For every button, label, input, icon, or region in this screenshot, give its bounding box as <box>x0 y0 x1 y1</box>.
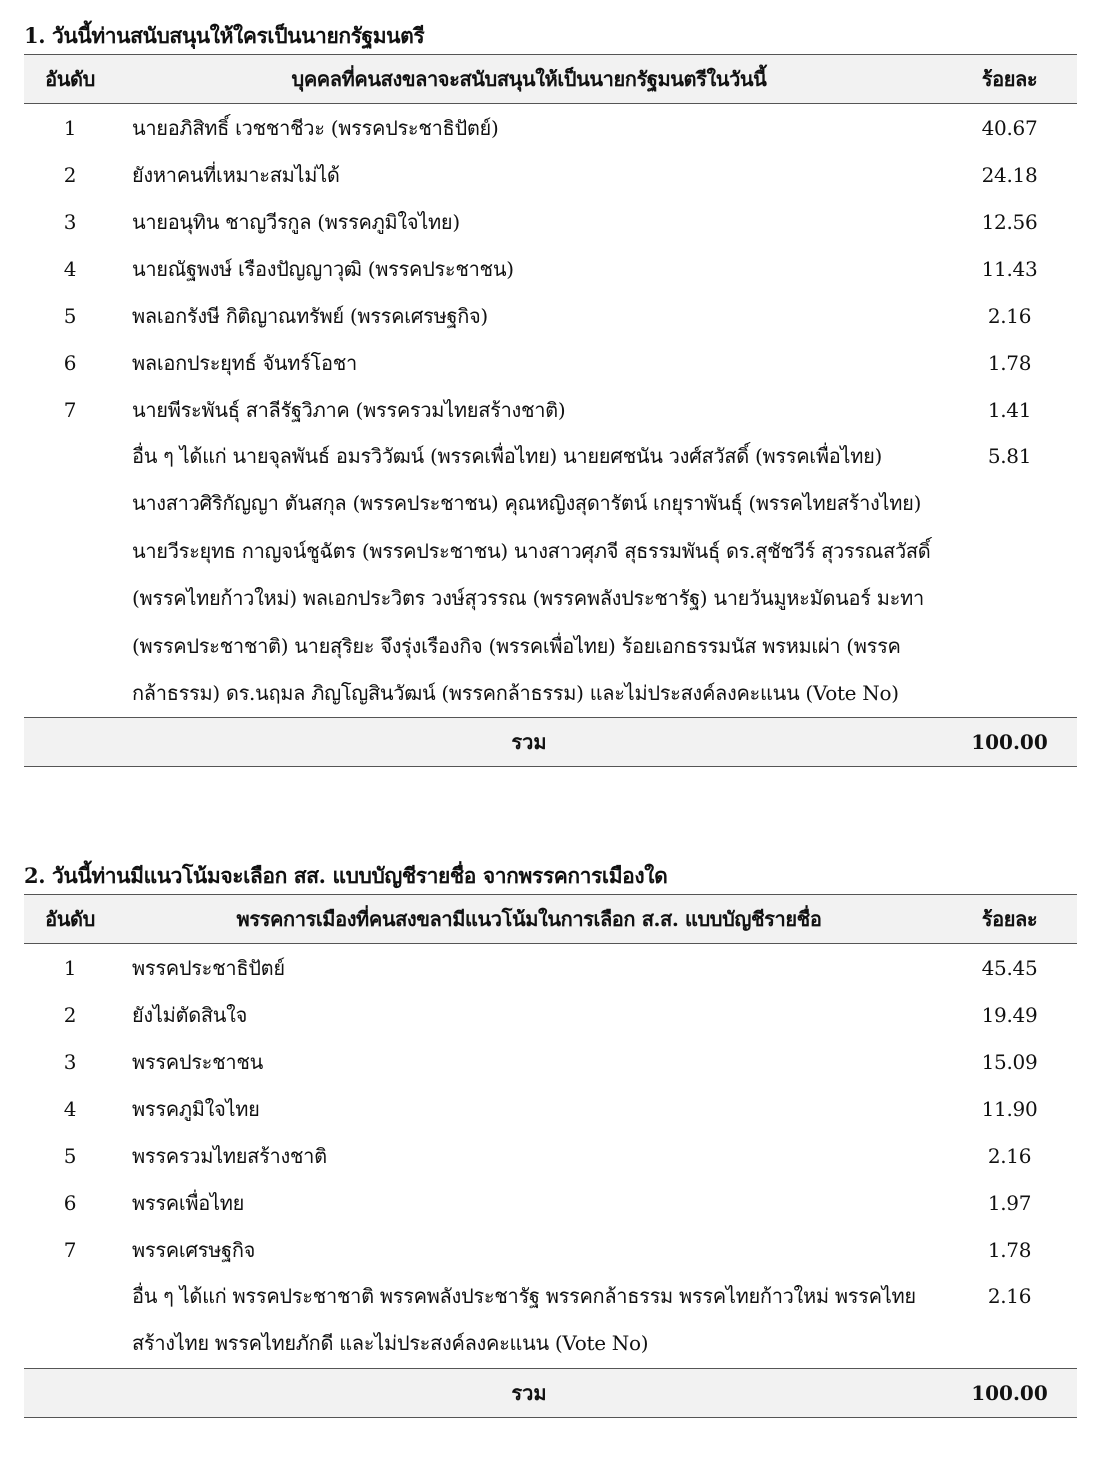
table-header-row <box>24 895 1077 944</box>
percent-cell: 24.18 <box>981 162 1038 187</box>
table-row <box>24 1179 1077 1226</box>
table-row <box>24 245 1077 292</box>
table-row <box>24 104 1077 152</box>
percent-header: ร้อยละ <box>942 895 1077 944</box>
total-row <box>24 1368 1077 1417</box>
rank-cell <box>24 433 116 718</box>
total-value: 100.00 <box>942 718 1077 767</box>
total-spacer <box>24 1368 116 1417</box>
percent-cell: 1.97 <box>987 1190 1032 1215</box>
rank-cell: 4 <box>63 256 77 281</box>
rank-cell: 3 <box>63 209 77 234</box>
table-row <box>24 339 1077 386</box>
name-cell: พลเอกรังษี กิติญาณทรัพย์ (พรรคเศรษฐกิจ) <box>132 303 488 328</box>
name-header: บุคคลที่คนสงขลาจะสนับสนุนให้เป็นนายกรัฐมนตรีในวันนี้ <box>116 55 942 104</box>
pm-support-table <box>24 54 1077 767</box>
name-cell: นายณัฐพงษ์ เรืองปัญญาวุฒิ (พรรคประชาชน) <box>132 256 514 281</box>
percent-cell: 15.09 <box>981 1049 1038 1074</box>
party-list-section <box>24 858 1077 1418</box>
name-cell: พรรคเพื่อไทย <box>132 1190 245 1215</box>
name-cell: พรรคเศรษฐกิจ <box>132 1237 256 1262</box>
rank-cell: 7 <box>63 1237 77 1262</box>
total-label: รวม <box>116 1368 942 1417</box>
pm-support-section <box>24 18 1077 767</box>
table-header-row <box>24 55 1077 104</box>
name-cell: พรรครวมไทยสร้างชาติ <box>132 1143 327 1168</box>
name-header: พรรคการเมืองที่คนสงขลามีแนวโน้มในการเลือก ส.ส. แบบบัญชีรายชื่อ <box>116 895 942 944</box>
party-list-title: 2. วันนี้ท่านมีแนวโน้มจะเลือก สส. แบบบัญชีรายชื่อ จากพรรคการเมืองใด <box>24 863 668 888</box>
percent-cell: 5.81 <box>987 444 1032 468</box>
percent-cell: 45.45 <box>981 955 1038 980</box>
table-row <box>24 198 1077 245</box>
total-value: 100.00 <box>942 1368 1077 1417</box>
name-cell: นายพีระพันธุ์ สาลีรัฐวิภาค (พรรครวมไทยสร้างชาติ) <box>132 397 566 422</box>
rank-cell: 2 <box>63 1002 77 1027</box>
name-cell: พรรคประชาชน <box>132 1049 263 1074</box>
rank-cell: 7 <box>63 397 77 422</box>
rank-cell <box>24 1273 116 1368</box>
pm-support-title: 1. วันนี้ท่านสนับสนุนให้ใครเป็นนายกรัฐมนตรี <box>24 23 425 48</box>
table-row <box>24 991 1077 1038</box>
table-row <box>24 292 1077 339</box>
rank-cell: 3 <box>63 1049 77 1074</box>
others-row <box>24 1273 1077 1368</box>
percent-cell: 11.43 <box>981 256 1038 281</box>
rank-cell: 4 <box>63 1096 77 1121</box>
total-row <box>24 718 1077 767</box>
percent-cell: 11.90 <box>981 1096 1038 1121</box>
table-row <box>24 1085 1077 1132</box>
percent-header: ร้อยละ <box>942 55 1077 104</box>
table-row <box>24 151 1077 198</box>
rank-cell: 2 <box>63 162 77 187</box>
others-cell: อื่น ๆ ได้แก่ พรรคประชาชาติ พรรคพลังประชารัฐ พรรคกล้าธรรม พรรคไทยก้าวใหม่ พรรคไทยสร้างไทย พรรคไทยภักดี และไม่ประสงค์ลงคะแนน (Vote No) <box>132 1284 916 1356</box>
rank-cell: 6 <box>63 1190 77 1215</box>
percent-cell: 1.78 <box>987 350 1032 375</box>
rank-header: อันดับ <box>24 55 116 104</box>
name-cell: ยังหาคนที่เหมาะสมไม่ได้ <box>132 162 340 187</box>
table-row <box>24 1226 1077 1273</box>
percent-cell: 1.41 <box>987 397 1032 422</box>
rank-cell: 1 <box>63 115 77 140</box>
percent-cell: 2.16 <box>987 1143 1032 1168</box>
table-row <box>24 1038 1077 1085</box>
name-cell: นายอภิสิทธิ์ เวชชาชีวะ (พรรคประชาธิปัตย์) <box>132 115 499 140</box>
table-row <box>24 944 1077 992</box>
total-spacer <box>24 718 116 767</box>
others-row <box>24 433 1077 718</box>
rank-cell: 1 <box>63 955 77 980</box>
percent-cell: 1.78 <box>987 1237 1032 1262</box>
party-list-table <box>24 894 1077 1418</box>
rank-cell: 5 <box>63 1143 77 1168</box>
others-cell: อื่น ๆ ได้แก่ นายจุลพันธ์ อมรวิวัฒน์ (พรรคเพื่อไทย) นายยศชนัน วงศ์สวัสดิ์ (พรรคเพื่อไทย) นางสาวศิริกัญญา ตันสกุล (พรรคประชาชน) คุณหญิงสุดารัตน์ เกยุราพันธุ์ (พรรคไทยสร้างไทย) นายวีระยุทธ กาญจน์ชูฉัตร (พรรคประชาชน) นางสาวศุภจี สุธรรมพันธุ์ ดร.สุชัชวีร์ สุวรรณสวัสดิ์ (พรรคไทยก้าวใหม่) พลเอกประวิตร วงษ์สุวรรณ (พรรคพลังประชารัฐ) นายวันมูหะมัดนอร์ มะทา (พรรคประชาชาติ) นายสุริยะ จึงรุ่งเรืองกิจ (พรรคเพื่อไทย) ร้อยเอกธรรมนัส พรหมเผ่า (พรรคกล้าธรรม) ดร.นฤมล ภิญโญสินวัฒน์ (พรรคกล้าธรรม) และไม่ประสงค์ลงคะแนน (Vote No) <box>132 444 931 706</box>
table-row <box>24 386 1077 433</box>
rank-header: อันดับ <box>24 895 116 944</box>
percent-cell: 2.16 <box>987 303 1032 328</box>
percent-cell: 2.16 <box>987 1284 1032 1308</box>
percent-cell: 12.56 <box>981 209 1038 234</box>
name-cell: ยังไม่ตัดสินใจ <box>132 1002 248 1027</box>
percent-cell: 40.67 <box>981 115 1038 140</box>
name-cell: นายอนุทิน ชาญวีรกูล (พรรคภูมิใจไทย) <box>132 209 460 234</box>
name-cell: พรรคภูมิใจไทย <box>132 1096 260 1121</box>
rank-cell: 5 <box>63 303 77 328</box>
percent-cell: 19.49 <box>981 1002 1038 1027</box>
name-cell: พรรคประชาธิปัตย์ <box>132 955 285 980</box>
table-row <box>24 1132 1077 1179</box>
total-label: รวม <box>116 718 942 767</box>
name-cell: พลเอกประยุทธ์ จันทร์โอชา <box>132 350 357 375</box>
rank-cell: 6 <box>63 350 77 375</box>
